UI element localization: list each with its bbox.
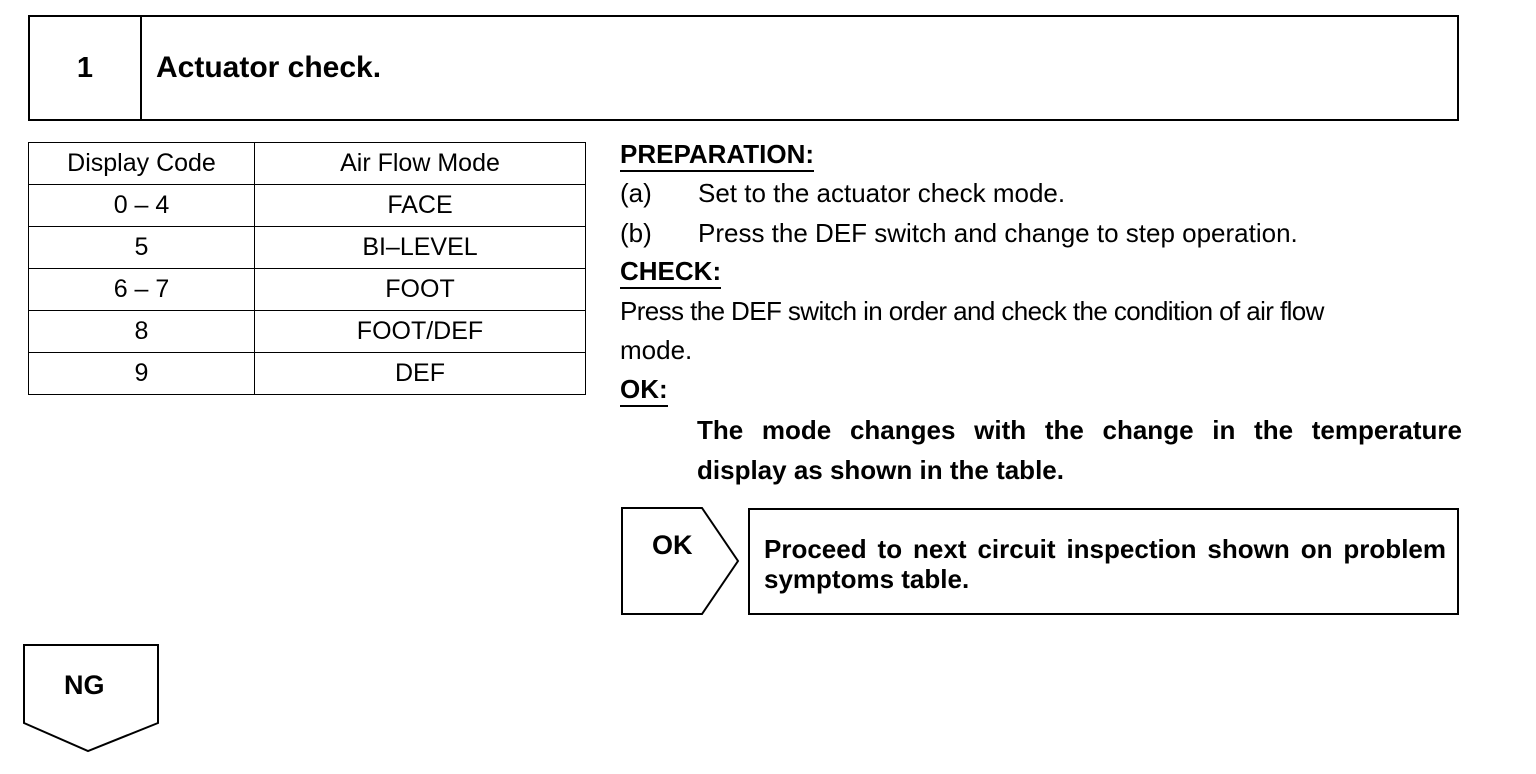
- air-flow-mode-cell: FACE: [255, 185, 586, 227]
- table-row: [29, 269, 586, 311]
- ok-branch-label: OK: [652, 530, 693, 560]
- next-step-box: [748, 508, 1459, 615]
- item-label: (b): [620, 218, 652, 248]
- air-flow-mode-cell: FOOT/DEF: [255, 311, 586, 353]
- step-header: [28, 15, 1459, 121]
- table-row: [29, 227, 586, 269]
- preparation-item: [620, 219, 1298, 247]
- air-flow-mode-cell: DEF: [255, 353, 586, 395]
- item-label: (a): [620, 178, 652, 208]
- ok-section: [620, 375, 668, 407]
- next-step-text: Proceed to next circuit inspection shown on problem symptoms table.: [764, 534, 1446, 594]
- preparation-section: [620, 140, 814, 172]
- preparation-heading: PREPARATION:: [620, 140, 814, 172]
- step-title: Actuator check.: [156, 51, 382, 84]
- air-flow-mode-table: [28, 142, 586, 395]
- ng-branch-label: NG: [64, 670, 105, 700]
- preparation-item: [620, 179, 1065, 207]
- display-code-cell: 6 – 7: [29, 269, 255, 311]
- item-text: Press the DEF switch and change to step operation.: [698, 218, 1298, 248]
- display-code-cell: 0 – 4: [29, 185, 255, 227]
- step-number: 1: [30, 17, 142, 119]
- check-text-line: Press the DEF switch in order and check the condition of air flow: [620, 296, 1324, 326]
- display-code-cell: 8: [29, 311, 255, 353]
- display-code-cell: 9: [29, 353, 255, 395]
- air-flow-mode-cell: FOOT: [255, 269, 586, 311]
- check-text-line: mode.: [620, 335, 693, 365]
- ok-heading: OK:: [620, 375, 668, 407]
- column-header-display-code: Display Code: [29, 143, 255, 185]
- table-row: [29, 311, 586, 353]
- table-row: [29, 185, 586, 227]
- table-header-row: [29, 143, 586, 185]
- check-section: [620, 257, 721, 289]
- ok-arrow-icon: [620, 506, 744, 616]
- display-code-cell: 5: [29, 227, 255, 269]
- column-header-air-flow-mode: Air Flow Mode: [255, 143, 586, 185]
- table-row: [29, 353, 586, 395]
- check-heading: CHECK:: [620, 257, 721, 289]
- item-text: Set to the actuator check mode.: [698, 178, 1066, 208]
- air-flow-mode-cell: BI–LEVEL: [255, 227, 586, 269]
- ok-criterion-text: The mode changes with the change in the temperature display as shown in the table.: [697, 415, 1462, 485]
